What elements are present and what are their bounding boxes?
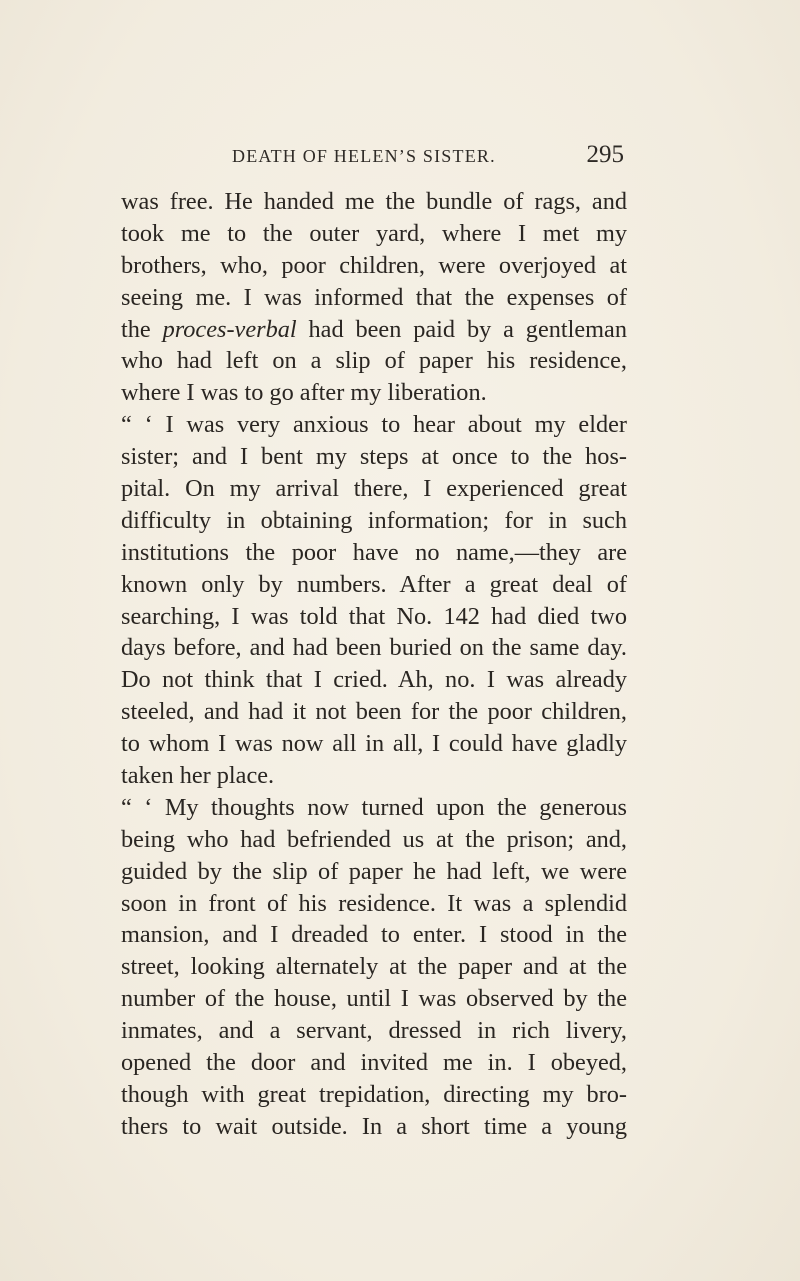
text-line: though with great trepidation, directing my bro- — [121, 1080, 627, 1108]
text-line: “ ‘ I was very anxious to hear about my elder — [121, 411, 627, 439]
text-line: difficulty in obtaining information; for in such — [121, 506, 627, 534]
text-line: institutions the poor have no name,—they are — [121, 538, 627, 566]
text-line: pital. On my arrival there, I experienced great — [121, 475, 627, 503]
text-line: Do not think that I cried. Ah, no. I was already — [121, 666, 627, 694]
text-line: searching, I was told that No. 142 had died two — [121, 602, 627, 630]
text-line: soon in front of his residence. It was a splendid — [121, 889, 627, 917]
text-line: number of the house, until I was observed by the — [121, 985, 627, 1013]
text-line: seeing me. I was informed that the expenses of — [121, 283, 627, 311]
page-number: 295 — [586, 141, 624, 168]
text-line: sister; and I bent my steps at once to the hos- — [121, 443, 627, 471]
text-line — [121, 314, 627, 346]
text-line: “ ‘ My thoughts now turned upon the generous — [121, 793, 627, 821]
text-line: was free. He handed me the bundle of rags, and — [121, 188, 627, 215]
text-line: who had left on a slip of paper his residence, — [121, 347, 627, 375]
text-fragment: had been paid by a gentleman — [308, 315, 627, 343]
text-line: opened the door and invited me in. I obeyed, — [121, 1049, 627, 1077]
text-line: thers to wait outside. In a short time a young — [121, 1112, 627, 1140]
text-line: guided by the slip of paper he had left, we were — [121, 857, 627, 885]
text-line: brothers, who, poor children, were overjoyed at — [121, 251, 627, 279]
text-line: street, looking alternately at the paper and at the — [121, 953, 627, 981]
text-line: mansion, and I dreaded to enter. I stood in the — [121, 921, 627, 949]
body-text — [121, 186, 627, 1143]
text-line: where I was to go after my liberation. — [121, 379, 487, 407]
text-line: inmates, and a servant, dressed in rich livery, — [121, 1017, 627, 1045]
italic-term: proces-verbal — [162, 315, 297, 343]
text-line: steeled, and had it not been for the poor children, — [121, 698, 627, 726]
text-line: known only by numbers. After a great deal of — [121, 570, 627, 598]
text-line: took me to the outer yard, where I met my — [121, 219, 627, 247]
text-line: days before, and had been buried on the same day. — [121, 634, 627, 662]
text-line: being who had befriended us at the prison; and, — [121, 825, 627, 853]
text-line: taken her place. — [121, 762, 275, 790]
text-fragment: the — [121, 315, 151, 343]
running-head: DEATH OF HELEN’S SISTER. — [232, 146, 496, 166]
text-line: to whom I was now all in all, I could have gladly — [121, 730, 627, 758]
